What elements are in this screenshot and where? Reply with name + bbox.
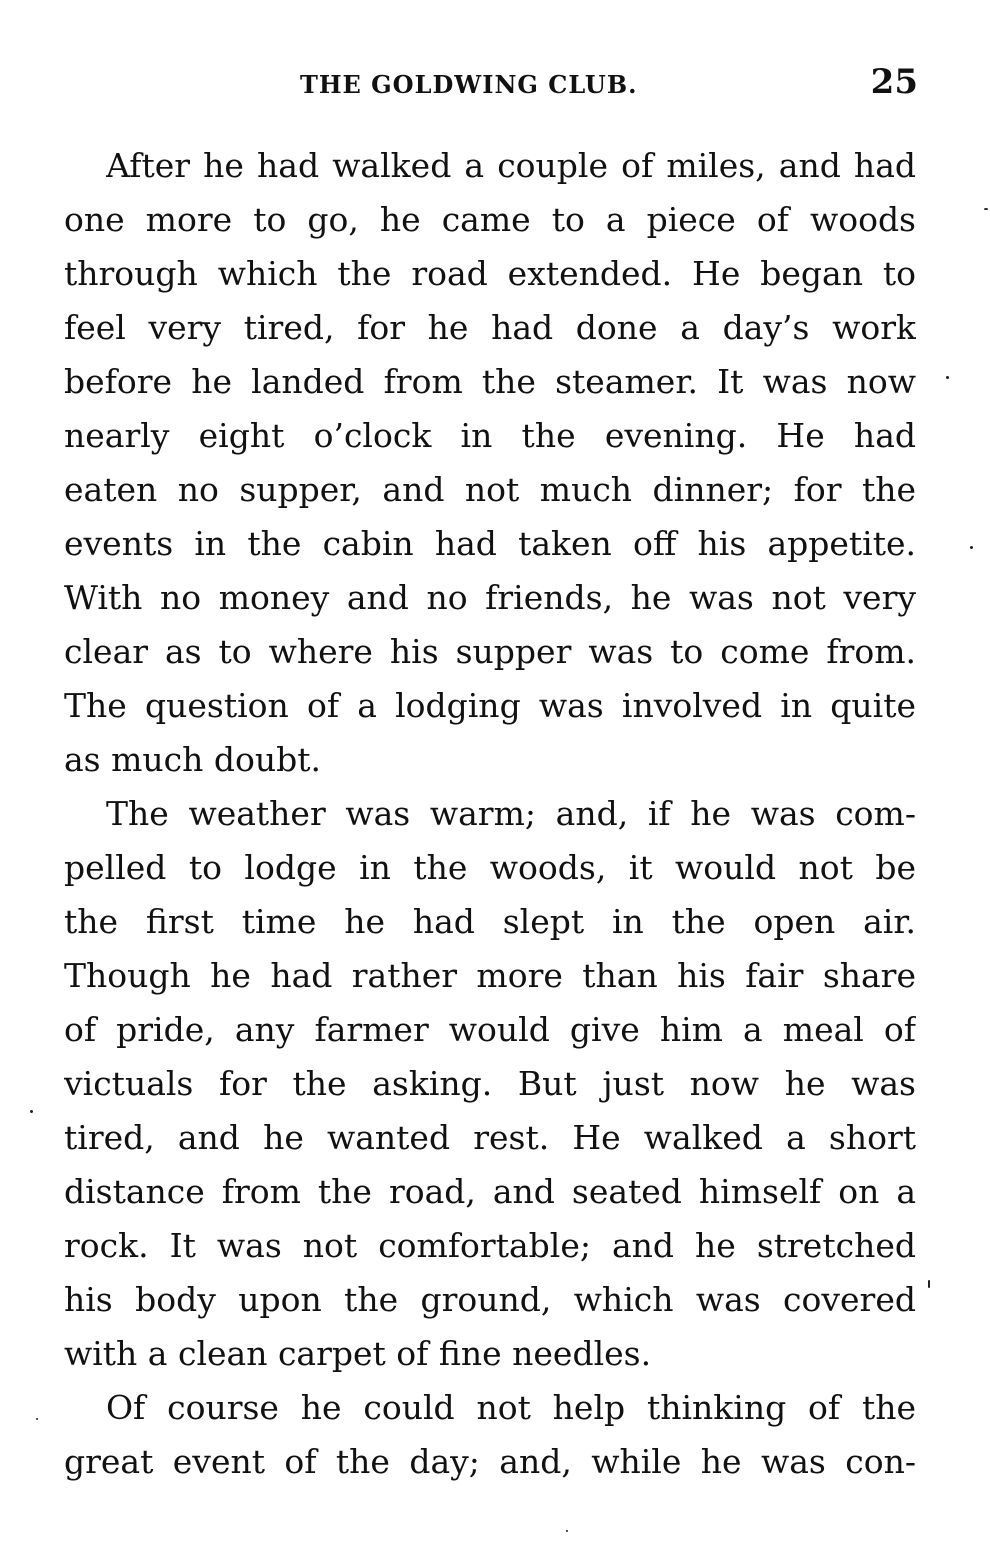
text-line: victuals for the asking. But just now he was: [64, 1064, 916, 1103]
text-line: rock. It was not comfortable; and he stretched: [64, 1226, 916, 1265]
text-line: pelled to lodge in the woods, it would not be: [64, 848, 916, 887]
scan-speck: [30, 1110, 33, 1113]
scan-speck: [566, 1530, 568, 1532]
text-line: events in the cabin had taken off his appetite.: [64, 524, 916, 563]
scan-speck: [36, 1418, 38, 1420]
text-line: as much doubt.: [64, 740, 321, 779]
running-head: [62, 62, 918, 102]
text-line: The weather was warm; and, if he was com-: [106, 794, 916, 833]
text-line: great event of the day; and, while he was con-: [64, 1442, 916, 1481]
text-line: nearly eight o’clock in the evening. He had: [64, 416, 916, 455]
text-line: through which the road extended. He began to: [64, 254, 916, 293]
text-line: eaten no supper, and not much dinner; for the: [64, 470, 916, 509]
text-line: tired, and he wanted rest. He walked a short: [64, 1118, 916, 1157]
running-title: THE GOLDWING CLUB.: [300, 70, 638, 99]
text-line: After he had walked a couple of miles, and had: [106, 146, 916, 185]
scan-speck: [928, 1280, 930, 1288]
text-line: feel very tired, for he had done a day’s work: [64, 308, 916, 347]
scan-speck: [970, 546, 973, 549]
text-line: the first time he had slept in the open air.: [64, 902, 916, 941]
text-line: distance from the road, and seated himself on a: [64, 1172, 916, 1211]
text-line: clear as to where his supper was to come from.: [64, 632, 916, 671]
page-number: 25: [870, 62, 918, 102]
text-line: Of course he could not help thinking of the: [106, 1388, 916, 1427]
text-line: With no money and no friends, he was not very: [64, 578, 916, 617]
text-line: with a clean carpet of fine needles.: [64, 1334, 652, 1373]
text-line: The question of a lodging was involved in quite: [64, 686, 916, 725]
text-line: Though he had rather more than his fair share: [64, 956, 916, 995]
text-line: his body upon the ground, which was covered: [64, 1280, 916, 1319]
text-line: of pride, any farmer would give him a meal of: [64, 1010, 916, 1049]
scan-speck: [946, 376, 949, 379]
text-line: one more to go, he came to a piece of woods: [64, 200, 916, 239]
text-line: before he landed from the steamer. It was now: [64, 362, 916, 401]
scan-speck: [984, 208, 988, 210]
